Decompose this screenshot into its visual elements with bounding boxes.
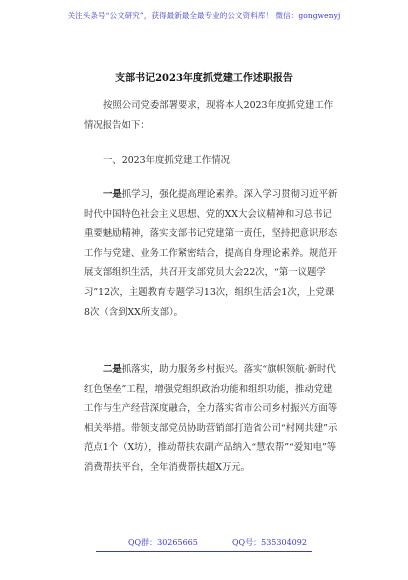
document-title: 支部书记2023年度抓党建工作述职报告 bbox=[115, 73, 293, 84]
top-promo-note: 关注头条号“公文研究”，获得最新最全最专业的公文资料库！ 微信：gongwenyj bbox=[67, 11, 341, 20]
footer-qq-group: QQ群：30265665 bbox=[128, 538, 198, 547]
item-text-2: 抓落实，助力服务乡村振兴。落实“旗帜领航·新时代红色堡垒”工程，增强党组织政治功能和组织功能，推动党建工作与生产经营深度融合，全力落实省市公司乡村振兴方面等相关举措。带领支部党员协助营销部打造省公司“村网共建”示范点1个（X坊），推动帮扶农副产品纳入“慧农帮”“爱知电”等消费帮扶平台，全年消费帮扶超X万元。 bbox=[84, 364, 338, 473]
item-paragraph-1 bbox=[84, 185, 338, 322]
footer-qq-number: QQ号：535304092 bbox=[232, 538, 307, 547]
footer-divider bbox=[96, 551, 312, 552]
item-paragraph-2 bbox=[84, 360, 338, 478]
item-text-1: 抓学习，强化提高理论素养。深入学习贯彻习近平新时代中国特色社会主义思想、党的XX大会议精神和习总书记重要魅励精神，落实支部书记党建第一责任，坚持把意识形态工作与党建、业务工作紧密结合，提高自身理论素养。规范开展支部组织生活，共召开支部党员大会22次，“第一议题学习”12次，主题教育专题学习13次，组织生活会1次，上党课8次（含到XX所支部）。 bbox=[84, 189, 338, 318]
intro-paragraph: 按照公司党委部署要求，现将本人2023年度抓党建工作情况报告如下： bbox=[84, 100, 334, 131]
section-heading: 一、2023年度抓党建工作情况 bbox=[103, 155, 230, 166]
item-lead-2: 二是 bbox=[103, 364, 122, 375]
item-lead-1: 一是 bbox=[103, 189, 122, 200]
